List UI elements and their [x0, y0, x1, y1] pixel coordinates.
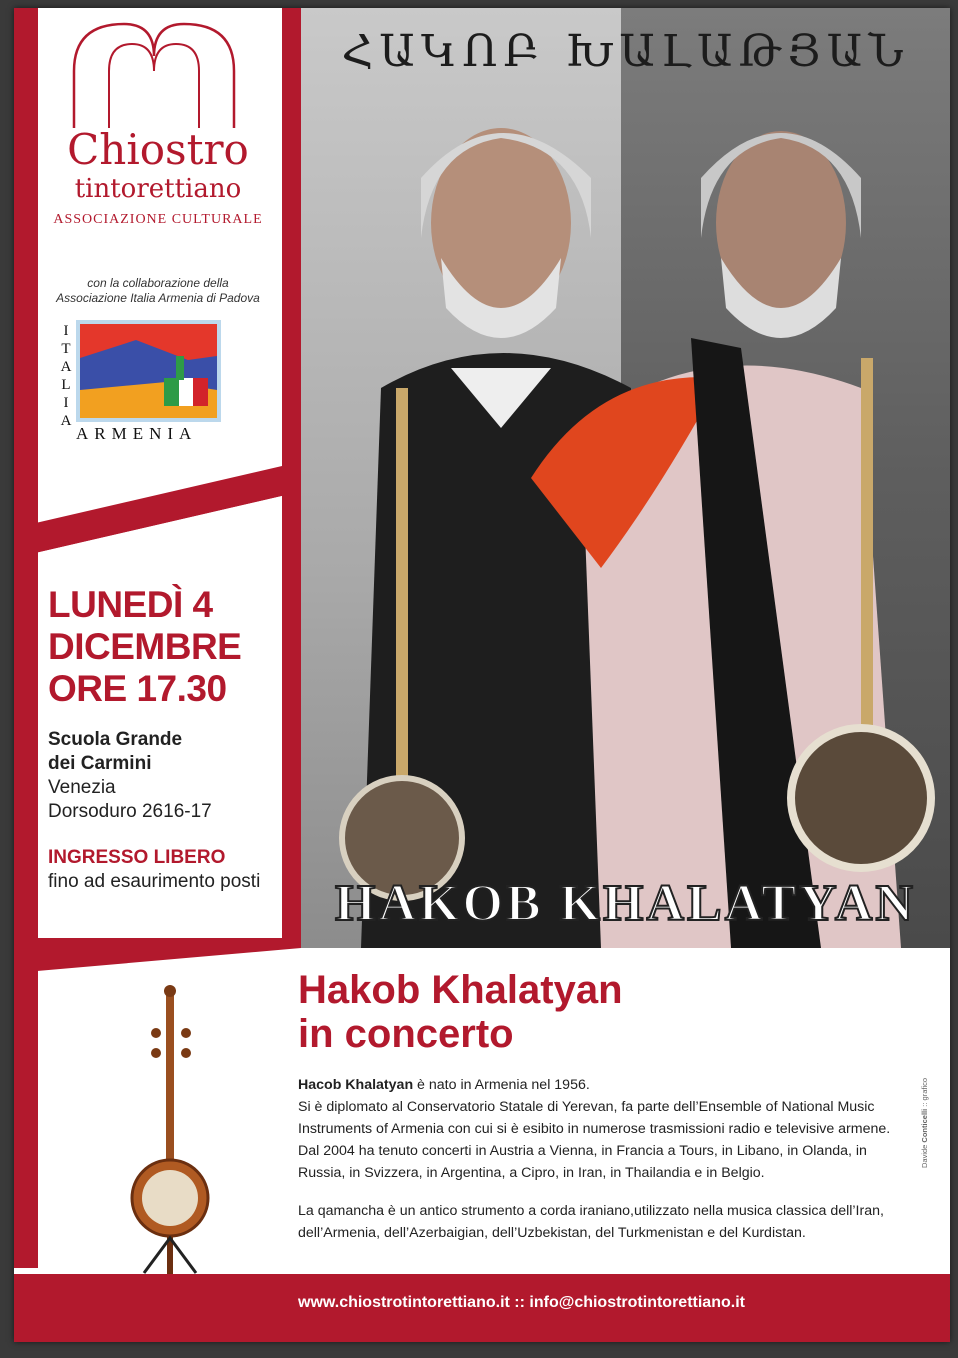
venue-info	[48, 728, 288, 824]
venue-name-line1: Scuola Grande	[48, 729, 183, 750]
credit-first-name: Davide	[920, 1142, 929, 1168]
italia-armenia-flag-icon	[76, 320, 221, 422]
collaboration-text	[38, 276, 278, 306]
bio-paragraph-1	[298, 1074, 918, 1184]
footer-contact[interactable]: www.chiostrotintorettiano.it :: info@chiostrotintorettiano.it	[298, 1294, 745, 1311]
venue-address: Dorsoduro 2616-17	[48, 801, 212, 822]
italia-vertical-text	[58, 322, 74, 430]
italia-letter: A	[60, 359, 72, 375]
name-banner: HAKOB KHALATYAN	[335, 875, 916, 932]
bio-education: Si è diplomato al Conservatorio Statale di Yerevan, fa parte dell’Ensemble of National Music Instruments of Armenia con cui si è esibito in numerose trasmissioni radio e televisive armene.	[298, 1099, 891, 1137]
logo-subtitle: tintorettiano	[74, 174, 242, 204]
right-instrument-body	[791, 728, 931, 868]
logo-name: Chiostro	[67, 125, 249, 174]
italia-letter: L	[61, 377, 71, 393]
credit-surname: Conticelli	[920, 1108, 929, 1143]
bio-concerts: Dal 2004 ha tenuto concerti in Austria a Vienna, in Francia a Tours, in Libano, in Olanda, in Russia, in Svizzera, in Argentina, a Cipro, in Iran, in Thailandia e in Belgio.	[298, 1143, 867, 1181]
entry-note: fino ad esaurimento posti	[48, 871, 261, 892]
poster	[14, 8, 950, 1342]
armenian-title: ՀԱԿՈԲ ԽԱԼԱԹՅԱՆ	[341, 26, 910, 77]
graphic-credit	[920, 1078, 929, 1168]
italia-letter: I	[63, 323, 69, 339]
logo-association: ASSOCIAZIONE CULTURALE	[53, 212, 263, 227]
concert-title-line2: in concerto	[298, 1012, 514, 1056]
date-month: DICEMBRE	[48, 626, 242, 667]
concert-title-line1: Hakob Khalatyan	[298, 968, 623, 1012]
armenia-text: ARMENIA	[76, 424, 198, 443]
date-day: LUNEDÌ 4	[48, 584, 213, 625]
italia-letter: I	[63, 395, 69, 411]
bio-paragraph-2: La qamancha è un antico strumento a corda iraniano,utilizzato nella musica classica dell’Iran, dell’Armenia, dell’Azerbaigian, dell’Uzbekistan, del Turkmenistan e del Kurdistan.	[298, 1203, 884, 1241]
italia-letter: T	[61, 341, 71, 357]
collaboration-line2: Associazione Italia Armenia di Padova	[56, 291, 260, 305]
entry-label: INGRESSO LIBERO	[48, 847, 226, 868]
bio-name: Hacob Khalatyan	[298, 1077, 414, 1093]
event-time: ORE 17.30	[48, 668, 227, 709]
biography	[298, 1074, 918, 1260]
right-instrument-neck	[861, 358, 873, 738]
left-red-stripe	[14, 8, 38, 1268]
chiostro-arch-icon	[54, 16, 254, 131]
venue-name-line2: dei Carmini	[48, 753, 152, 774]
entry-info	[48, 846, 298, 894]
qamancha-instrument-image	[114, 983, 224, 1283]
concert-title	[298, 968, 898, 1056]
event-date	[48, 584, 288, 710]
bio-birth: è nato in Armenia nel 1956.	[413, 1077, 590, 1093]
venue-city: Venezia	[48, 777, 116, 798]
collaboration-line1: con la collaborazione della	[87, 276, 229, 290]
lower-red-diagonal	[14, 938, 301, 973]
credit-role: :: grafico	[920, 1077, 929, 1109]
concert-photo	[301, 8, 950, 948]
musicians-illustration	[301, 8, 950, 948]
italia-letter: A	[60, 413, 72, 429]
